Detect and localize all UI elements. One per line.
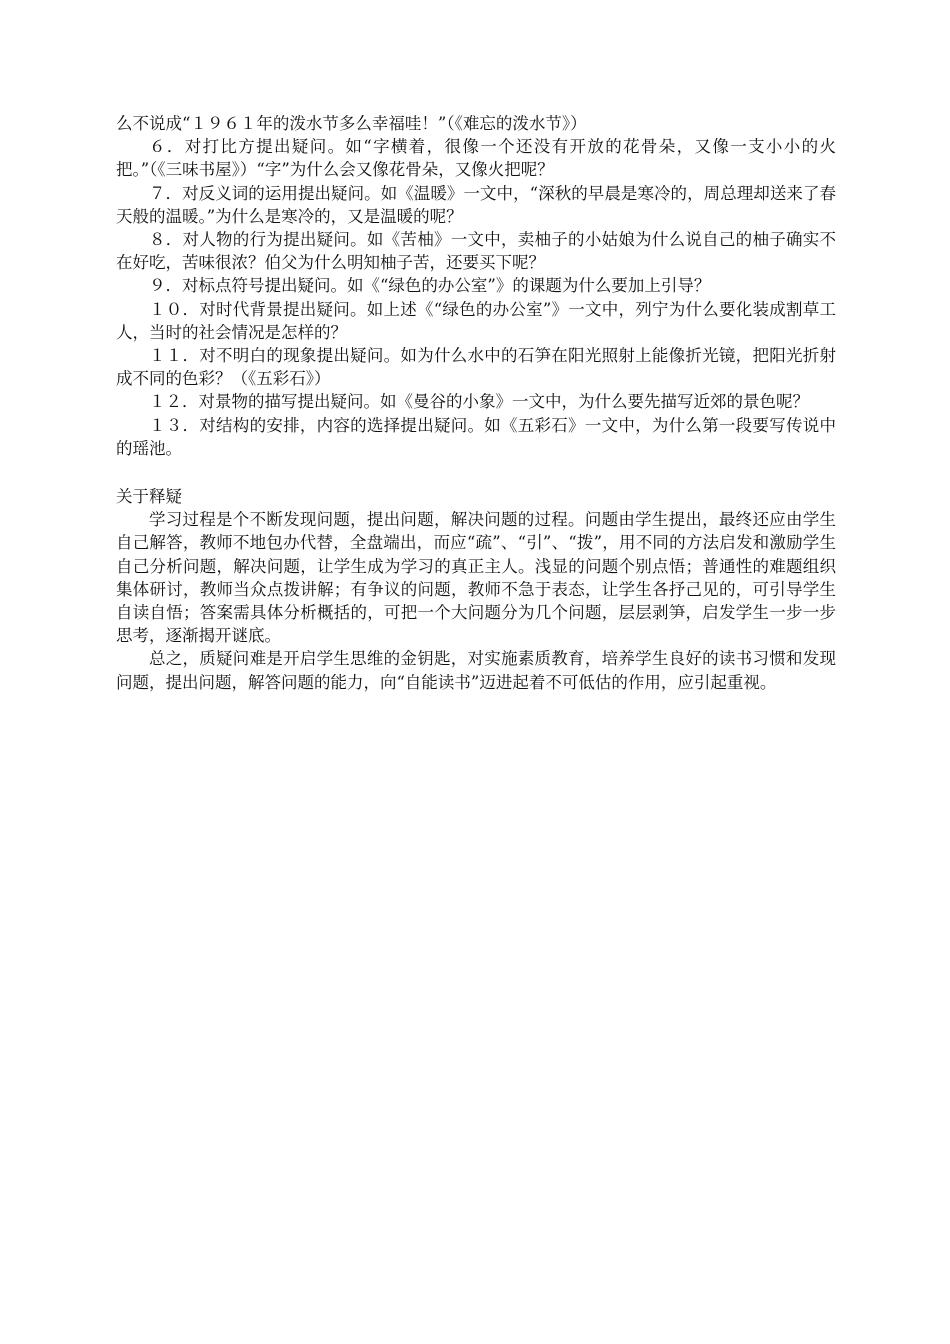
body-paragraph: 总之，质疑问难是开启学生思维的金钥匙，对实施素质教育，培养学生良好的读书习惯和发现问题，提出问题，解答问题的能力，向“自能读书”迈进起着不可低估的作用，应引起重视。	[116, 649, 836, 692]
section-heading: 关于释疑	[116, 487, 182, 507]
question-item-6: ６．对打比方提出疑问。如“字横着，很像一个还没有开放的花骨朵，又像一支小小的火把。”（《三味书屋》）“字”为什么会又像花骨朵，又像火把呢？	[116, 137, 836, 180]
question-item-10: １０．对时代背景提出疑问。如上述《“绿色的办公室”》一文中，列宁为什么要化装成割草工人，当时的社会情况是怎样的？	[116, 299, 836, 342]
question-item-11: １１．对不明白的现象提出疑问。如为什么水中的石笋在阳光照射上能像折光镜，把阳光折射成不同的色彩？（《五彩石》）	[116, 346, 836, 389]
question-item-9: ９．对标点符号提出疑问。如《“绿色的办公室”》的课题为什么要加上引导？	[149, 276, 711, 296]
continuation-line: 么不说成“１９６１年的泼水节多么幸福哇！”（《难忘的泼水节》）	[116, 114, 587, 133]
question-item-7: ７．对反义词的运用提出疑问。如《温暖》一文中，“深秋的早晨是寒冷的，周总理却送来了春天般的温暖。”为什么是寒冷的，又是温暖的呢？	[116, 183, 836, 226]
document-page	[116, 112, 836, 694]
body-paragraph: 学习过程是个不断发现问题，提出问题，解决问题的过程。问题由学生提出，最终还应由学生自己解答，教师不地包办代替，全盘端出，而应“疏”、“引”、“拨”，用不同的方法启发和激励学生自己分析问题，解决问题，让学生成为学习的真正主人。浅显的问题个别点悟；普通性的难题组织集体研讨，教师当众点拨讲解；有争议的问题，教师不急于表态，让学生各抒己见的，可引导学生自读自悟；答案需具体分析概括的，可把一个大问题分为几个问题，层层剥笋，启发学生一步一步思考，逐渐揭开谜底。	[116, 510, 836, 646]
question-item-13: １３．对结构的安排，内容的选择提出疑问。如《五彩石》一文中，为什么第一段要写传说中的瑶池。	[116, 415, 836, 458]
question-item-8: ８．对人物的行为提出疑问。如《苦柚》一文中，卖柚子的小姑娘为什么说自己的柚子确实不在好吃，苦味很浓？伯父为什么明知柚子苦，还要买下呢？	[116, 230, 836, 273]
question-item-12: １２．对景物的描写提出疑问。如《曼谷的小象》一文中，为什么要先描写近郊的景色呢？	[149, 392, 809, 412]
